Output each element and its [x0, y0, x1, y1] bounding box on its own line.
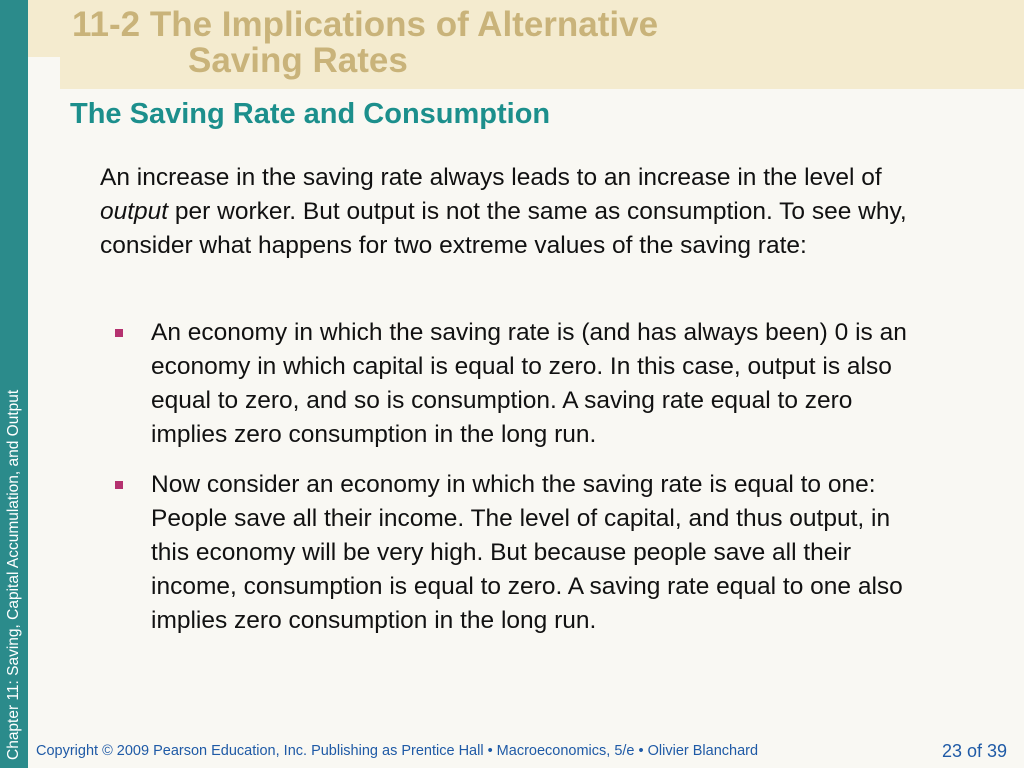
slide-title-line1: 11-2 The Implications of Alternative — [72, 5, 659, 44]
bullet-item — [113, 468, 913, 638]
square-bullet-icon — [115, 481, 123, 489]
footer-copyright: Copyright © 2009 Pearson Education, Inc. Publishing as Prentice Hall • Macroeconomics, 5/e • Olivier Blanchard — [36, 743, 759, 759]
slide-subtitle: The Saving Rate and Consumption — [70, 98, 551, 130]
title-band-notch — [28, 57, 60, 89]
slide-title — [72, 4, 658, 82]
chapter-sidebar — [0, 0, 28, 768]
intro-text-1: An increase in the saving rate always leads to an increase in the level of — [100, 164, 882, 191]
intro-emphasis: output — [100, 198, 169, 225]
page-number: 23 of 39 — [942, 741, 1008, 761]
square-bullet-icon — [115, 329, 123, 337]
bullet-text: Now consider an economy in which the saving rate is equal to one: People save all their income. The level of capital, and thus output, in this economy will be very high. But because people save all their income, consumption is equal to zero. A saving rate equal to one also implies zero consumption in the long run. — [151, 471, 903, 634]
bullet-list — [113, 316, 913, 654]
intro-text-2: per worker. But output is not the same as consumption. To see why, consider what happens for two extreme values of the saving rate: — [100, 198, 907, 259]
bullet-text: An economy in which the saving rate is (and has always been) 0 is an economy in which capital is equal to zero. In this case, output is also equal to zero, and so is consumption. A saving rate equal to zero implies zero consumption in the long run. — [151, 319, 907, 448]
intro-paragraph — [100, 161, 940, 263]
bullet-item — [113, 316, 913, 452]
chapter-label: Chapter 11: Saving, Capital Accumulation, and Output — [5, 389, 22, 760]
slide-title-line2: Saving Rates — [188, 41, 408, 80]
